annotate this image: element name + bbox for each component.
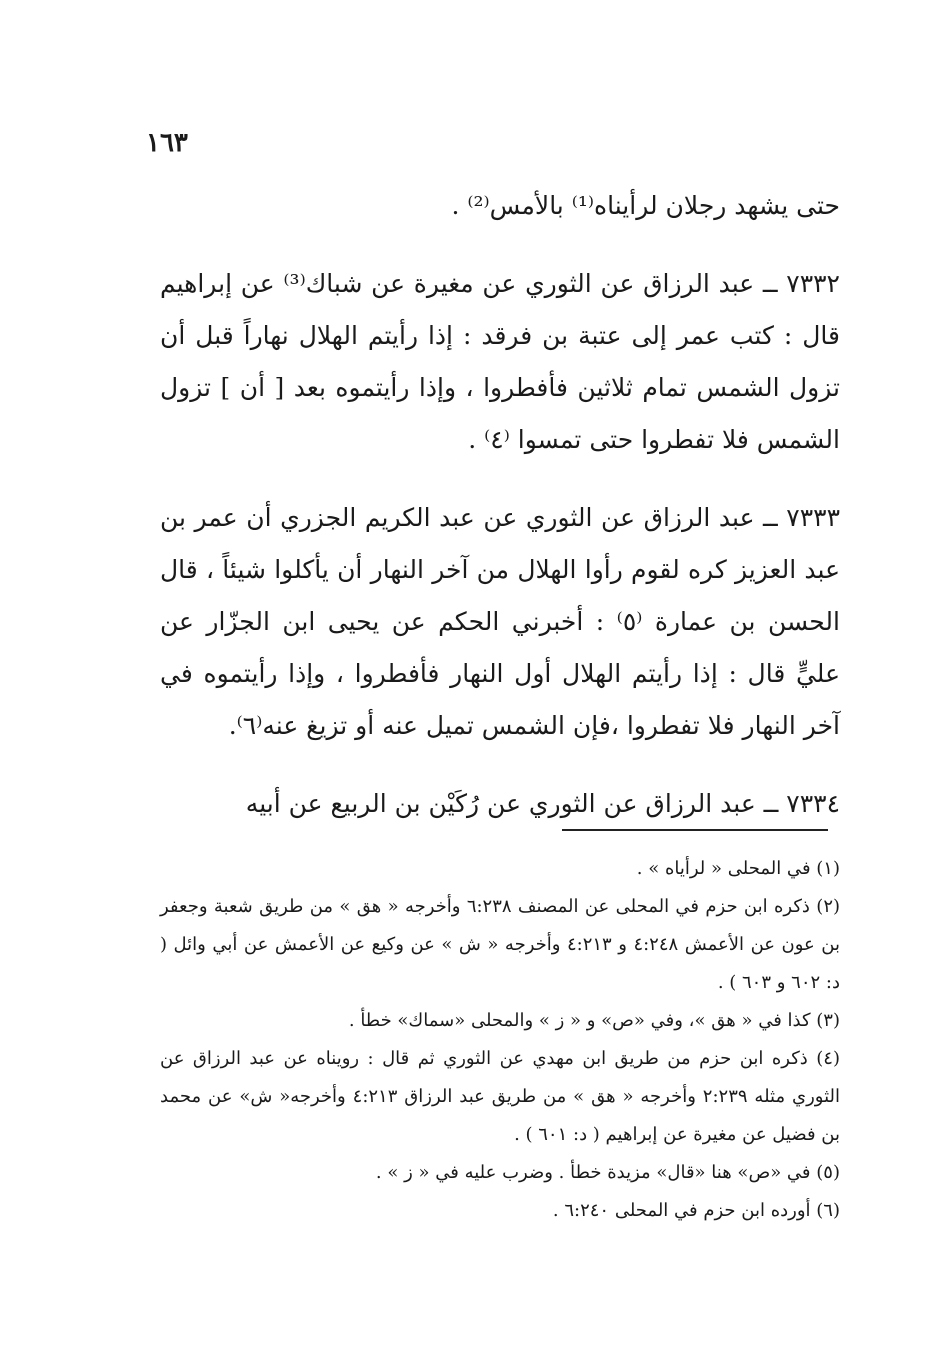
hadith-7334: ٧٣٣٤ ــ عبد الرزاق عن الثوري عن رُكَيْن بن الربيع عن أبيه: [245, 789, 840, 818]
footnote-5: (٥) في «ص» هنا «قال» مزيدة خطأ . وضرب عليه في « ز » .: [375, 1162, 840, 1183]
footnote-6: (٦) أورده ابن حزم في المحلى ٦:٢٤٠ .: [552, 1200, 840, 1221]
hadith-7332: ٧٣٣٢ ــ عبد الرزاق عن الثوري عن مغيرة عن شباك⁽³⁾ عن إبراهيم قال : كتب عمر إلى عتبة بن فرقد : إذا رأيتم الهلال نهاراً قبل أن تزول الشمس تمام ثلاثين فأفطروا ، وإذا رأيتموه بعد [ أن ] تزول الشمس فلا تفطروا حتى تمسوا ⁽٤⁾ .: [160, 269, 840, 454]
page-number: ١٦٣: [146, 128, 188, 158]
footnote-1: (١) في المحلى « لرأياه » .: [636, 858, 840, 879]
hadith-7333: ٧٣٣٣ ــ عبد الرزاق عن الثوري عن عبد الكريم الجزري أن عمر بن عبد العزيز كره لقوم رأوا الهلال من آخر النهار أن يأكلوا شيئاً ، قال الحسن بن عمارة ⁽٥⁾ : أخبرني الحكم عن يحيى ابن الجزّار عن عليٍّ قال : إذا رأيتم الهلال أول النهار فأفطروا ، وإذا رأيتموه في آخر النهار فلا تفطروا ،فإن الشمس تميل عنه أو تزيغ عنه⁽٦⁾.: [160, 503, 840, 740]
opening-line: حتى يشهد رجلان لرأيناه⁽¹⁾ بالأمس⁽²⁾ .: [451, 191, 840, 220]
main-text: [160, 180, 840, 830]
footnote-3: (٣) كذا في « هق »، وفي «ص» و « ز » والمحلى «سماك» خطأ .: [348, 1010, 840, 1031]
footnote-2: (٢) ذكره ابن حزم في المحلى عن المصنف ٦:٢٣٨ وأخرجه « هق » من طريق شعبة وجعفر بن عون عن الأعمش ٤:٢٤٨ و ٤:٢١٣ وأخرجه « ش » عن وكيع عن الأعمش عن أبي وائل ( د: ٦٠٢ و ٦٠٣ ) .: [160, 896, 841, 993]
footnote-4: (٤) ذكره ابن حزم من طريق ابن مهدي عن الثوري ثم قال : رويناه عن عبد الرزاق عن الثوري مثله ٢:٢٣٩ وأخرجه « هق » من طريق عبد الرزاق ٤:٢١٣ وأخرجه« ش» عن محمد بن فضيل عن مغيرة عن إبراهيم ( د: ٦٠١ ) .: [160, 1048, 841, 1145]
footnotes: [160, 850, 840, 1230]
footnote-divider: [562, 829, 828, 831]
